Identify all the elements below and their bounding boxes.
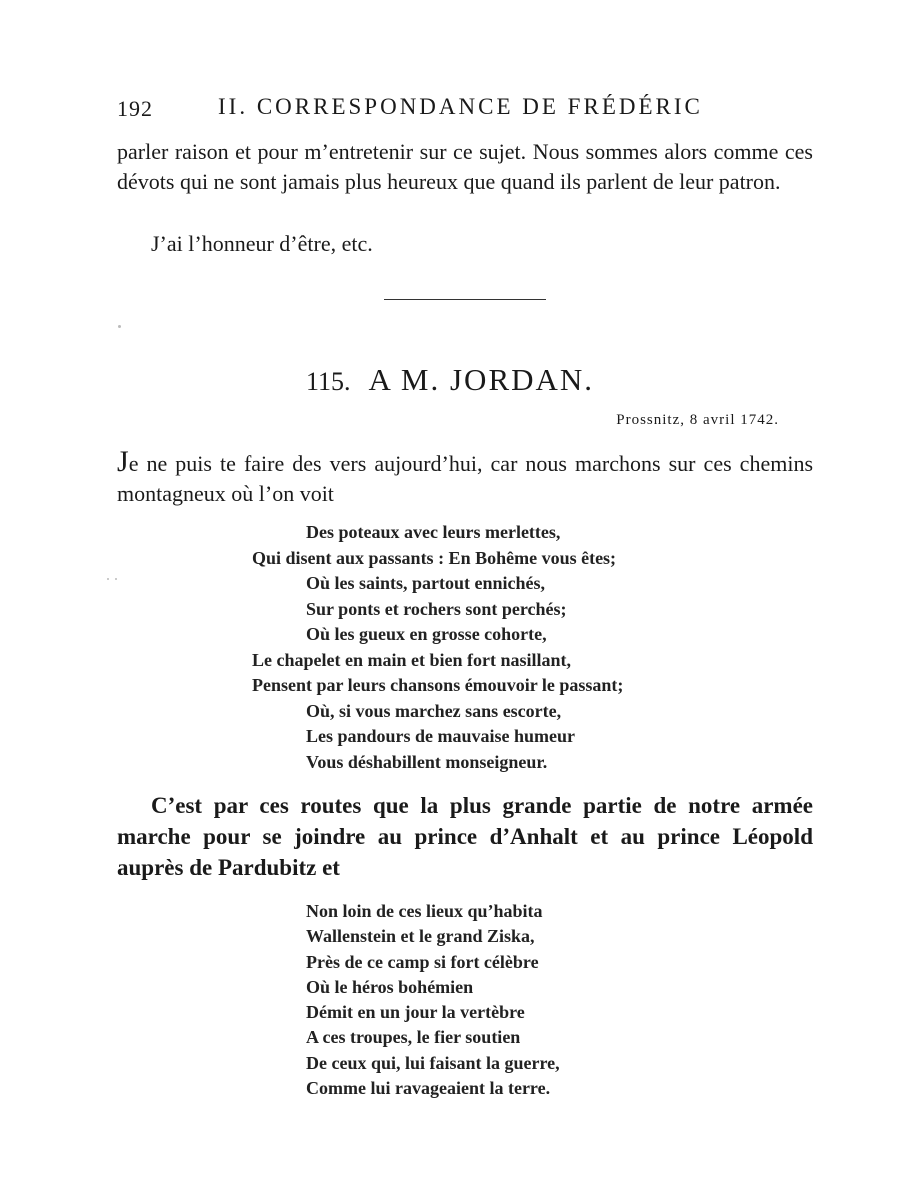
verse-line: Des poteaux avec leurs merlettes, (306, 522, 561, 542)
paper-speck (107, 578, 109, 580)
verse-line: Non loin de ces lieux qu’habita (306, 901, 543, 921)
verse-line: Le chapelet en main et bien fort nasillant, (252, 649, 571, 670)
letter-dateline: Prossnitz, 8 avril 1742. (616, 412, 779, 428)
verse-line: Où le héros bohémien (306, 976, 474, 997)
verse-line: De ceux qui, lui faisant la guerre, (306, 1052, 560, 1073)
verse-line: Sur ponts et rochers sont perchés; (306, 598, 567, 619)
page-header (117, 94, 717, 124)
opening-paragraph (117, 447, 813, 509)
letter-title: A M. JORDAN. (368, 362, 595, 397)
verse-line: Vous déshabillent monseigneur. (306, 751, 548, 772)
paper-speck (118, 325, 121, 328)
running-head: II. CORRESPONDANCE DE FRÉDÉRIC (218, 94, 703, 119)
verse-block-2 (306, 899, 560, 1101)
verse-line: Démit en un jour la vertèbre (306, 1002, 525, 1023)
verse-line: Qui disent aux passants : En Bohême vous êtes; (252, 547, 617, 568)
continuation-paragraph: parler raison et pour m’entretenir sur ce sujet. Nous sommes alors comme ces dévots qui ne sont jamais plus heureux que quand ils parlent de leur patron. (117, 139, 813, 194)
verse-line: Près de ce camp si fort célèbre (306, 951, 539, 972)
closing-formula: J’ai l’honneur d’être, etc. (151, 231, 373, 256)
narrative-paragraph: C’est par ces routes que la plus grande partie de notre armée marche pour se joindre au prince d’Anhalt et au prince Léopold auprès de Pardubitz et (117, 793, 813, 880)
section-separator-rule (384, 299, 546, 300)
drop-cap-initial: J (117, 445, 129, 478)
letter-heading (0, 362, 900, 398)
verse-block-1 (252, 520, 623, 775)
letter-number: 115. (305, 367, 351, 396)
verse-line: A ces troupes, le fier soutien (306, 1027, 521, 1048)
opening-text: e ne puis te faire des vers aujourd’hui, car nous marchons sur ces chemins montagneux où l’on voit (117, 451, 813, 506)
paper-speck (115, 578, 117, 580)
verse-line: Pensent par leurs chansons émouvoir le passant; (252, 675, 624, 695)
verse-line: Où les gueux en grosse cohorte, (306, 624, 547, 644)
verse-line: Wallenstein et le grand Ziska, (306, 926, 535, 947)
verse-line: Où les saints, partout ennichés, (306, 573, 546, 593)
verse-line: Les pandours de mauvaise humeur (306, 726, 576, 746)
page-number: 192 (117, 96, 153, 121)
verse-line: Comme lui ravageaient la terre. (306, 1078, 551, 1099)
verse-line: Où, si vous marchez sans escorte, (306, 700, 562, 721)
